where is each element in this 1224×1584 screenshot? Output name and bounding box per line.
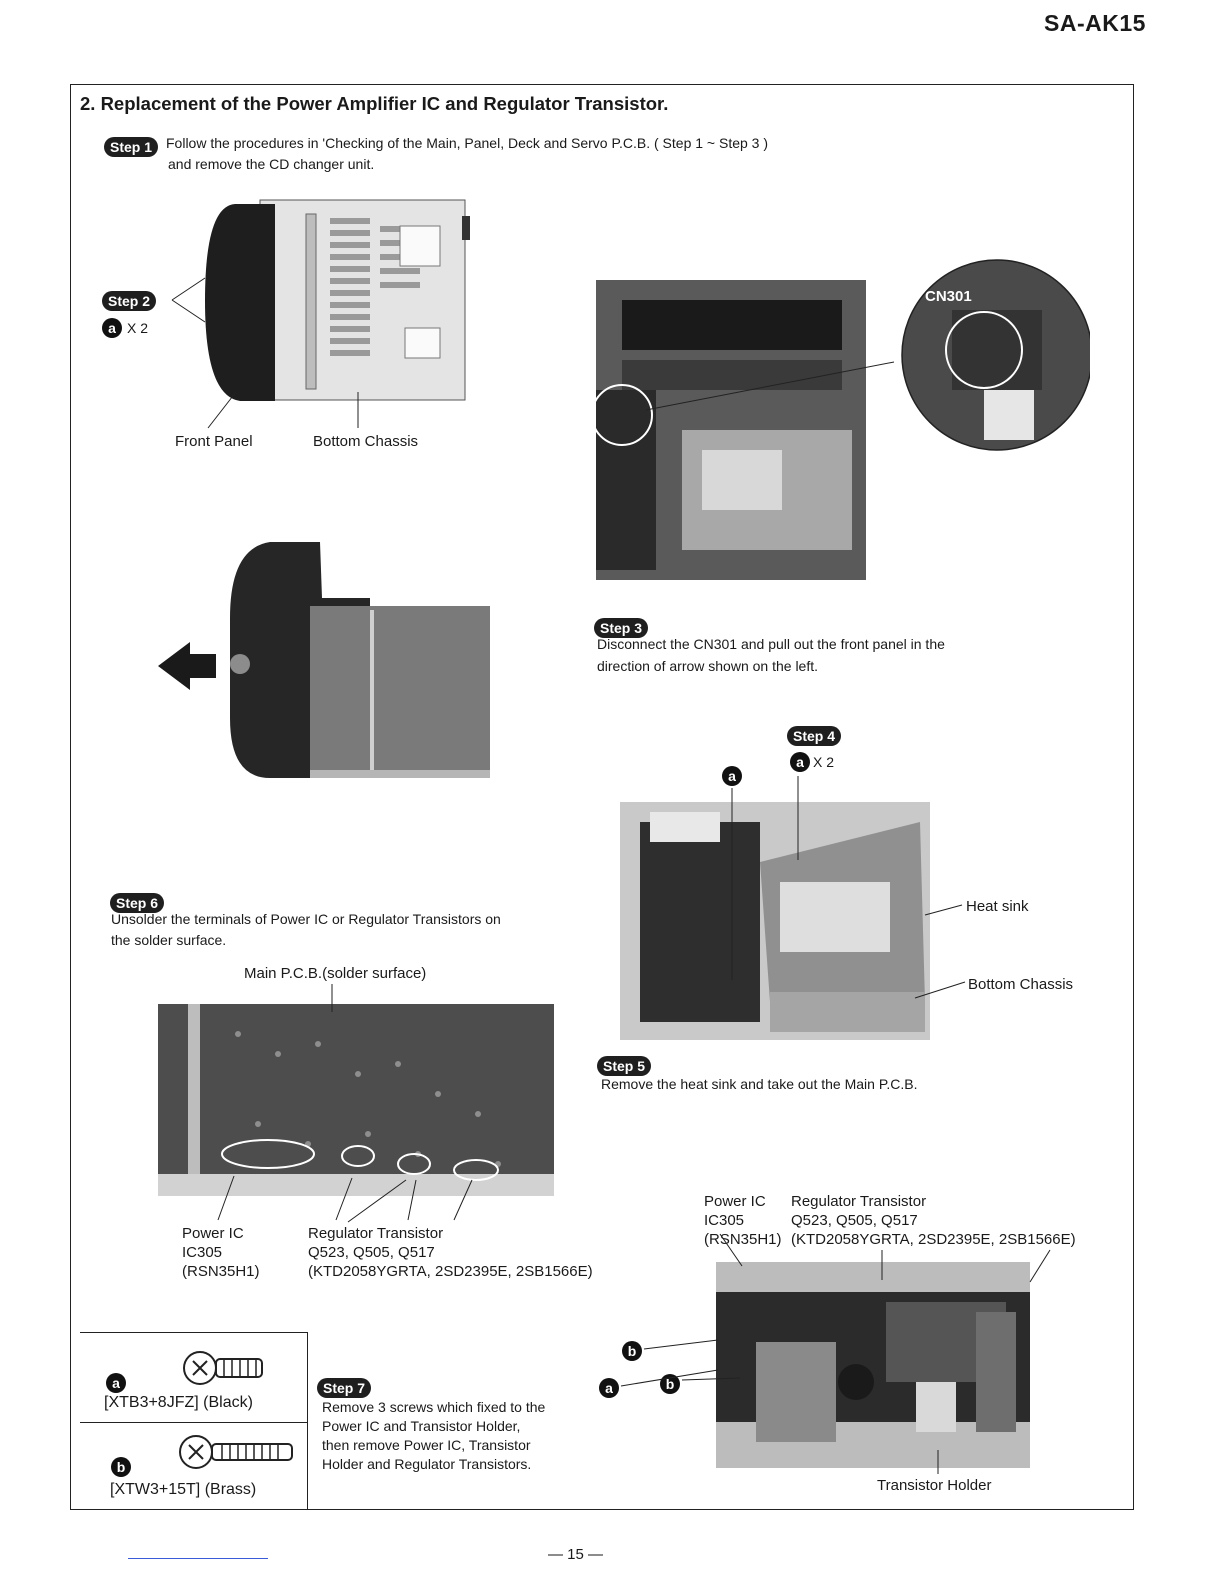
photo-heat-sink — [620, 802, 930, 1040]
label-cn301: CN301 — [925, 288, 972, 305]
label-heat-sink: Heat sink — [966, 898, 1029, 915]
step7-text-1: Remove 3 screws which fixed to the — [322, 1399, 546, 1415]
screw-a-icon — [180, 1350, 272, 1386]
photo-unit-side-view — [150, 538, 500, 790]
photo-front-panel-cn301 — [592, 250, 1090, 588]
photo-main-pcb-solder — [158, 1004, 554, 1196]
step5-badge: Step 5 — [597, 1056, 651, 1076]
step7-badge: Step 7 — [317, 1378, 371, 1398]
step6-text-2: the solder surface. — [111, 932, 227, 948]
step1-text-2: and remove the CD changer unit. — [168, 156, 375, 172]
step1-badge: Step 1 — [104, 137, 158, 157]
label-power-ic-left-1: Power IC — [182, 1225, 244, 1242]
step7-text-2: Power IC and Transistor Holder, — [322, 1418, 521, 1434]
label-bottom-chassis-1: Bottom Chassis — [313, 433, 419, 450]
screw-a-marker: a — [106, 1373, 126, 1393]
step3-text-2: direction of arrow shown on the left. — [597, 658, 819, 674]
label-bottom-chassis-2: Bottom Chassis — [968, 976, 1074, 993]
step4-badge: Step 4 — [787, 726, 841, 746]
photo-transistor-holder — [716, 1262, 1030, 1468]
screw-b-part: [XTW3+15T] (Brass) — [110, 1481, 257, 1498]
step7-text-3: then remove Power IC, Transistor — [322, 1437, 531, 1453]
photo-unit-top-view — [200, 196, 480, 408]
step7-callout-b-top: b — [622, 1341, 642, 1361]
label-power-ic-left-3: (RSN35H1) — [182, 1263, 260, 1280]
footer-link-line — [128, 1558, 268, 1559]
screw-b-icon — [176, 1434, 298, 1470]
step1-text-1: Follow the procedures in 'Checking of the Main, Panel, Deck and Servo P.C.B. ( Step 1 ~ Step 3 ) — [166, 135, 769, 151]
step7-callout-b-bottom: b — [660, 1374, 680, 1394]
label-power-ic-left-2: IC305 — [182, 1244, 223, 1261]
step4-screw-a-icon: a — [790, 752, 810, 772]
step2-count: X 2 — [127, 320, 149, 336]
label-main-pcb: Main P.C.B.(solder surface) — [244, 965, 427, 982]
section-title: 2. Replacement of the Power Amplifier IC and Regulator Transistor. — [80, 93, 669, 114]
step5-text: Remove the heat sink and take out the Main P.C.B. — [601, 1076, 918, 1092]
step6-badge: Step 6 — [110, 893, 164, 913]
step3-text-1: Disconnect the CN301 and pull out the front panel in the — [597, 636, 945, 652]
step2-badge: Step 2 — [102, 291, 156, 311]
screw-a-part: [XTB3+8JFZ] (Black) — [104, 1394, 253, 1411]
label-regulator-right-2: Q523, Q505, Q517 — [791, 1212, 918, 1229]
label-power-ic-right-1: Power IC — [704, 1193, 766, 1210]
label-regulator-left-3: (KTD2058YGRTA, 2SD2395E, 2SB1566E) — [308, 1263, 593, 1280]
label-regulator-right-3: (KTD2058YGRTA, 2SD2395E, 2SB1566E) — [791, 1231, 1076, 1248]
label-regulator-right-1: Regulator Transistor — [791, 1193, 927, 1210]
screw-legend-divider — [80, 1422, 308, 1423]
step7-text-4: Holder and Regulator Transistors. — [322, 1456, 532, 1472]
step4-count: X 2 — [813, 754, 835, 770]
label-power-ic-right-2: IC305 — [704, 1212, 745, 1229]
label-transistor-holder: Transistor Holder — [877, 1477, 992, 1494]
model-number: SA-AK15 — [1044, 10, 1146, 36]
screw-b-marker: b — [111, 1457, 131, 1477]
step3-badge: Step 3 — [594, 618, 648, 638]
page-number: — 15 — — [548, 1546, 604, 1563]
label-regulator-left-2: Q523, Q505, Q517 — [308, 1244, 435, 1261]
step4-callout-a: a — [722, 766, 742, 786]
step6-text-1: Unsolder the terminals of Power IC or Regulator Transistors on — [111, 911, 501, 927]
label-front-panel: Front Panel — [175, 433, 253, 450]
label-power-ic-right-3: (RSN35H1) — [704, 1231, 782, 1248]
step2-screw-a-icon: a — [102, 318, 122, 338]
step7-callout-a: a — [599, 1378, 619, 1398]
label-regulator-left-1: Regulator Transistor — [308, 1225, 444, 1242]
